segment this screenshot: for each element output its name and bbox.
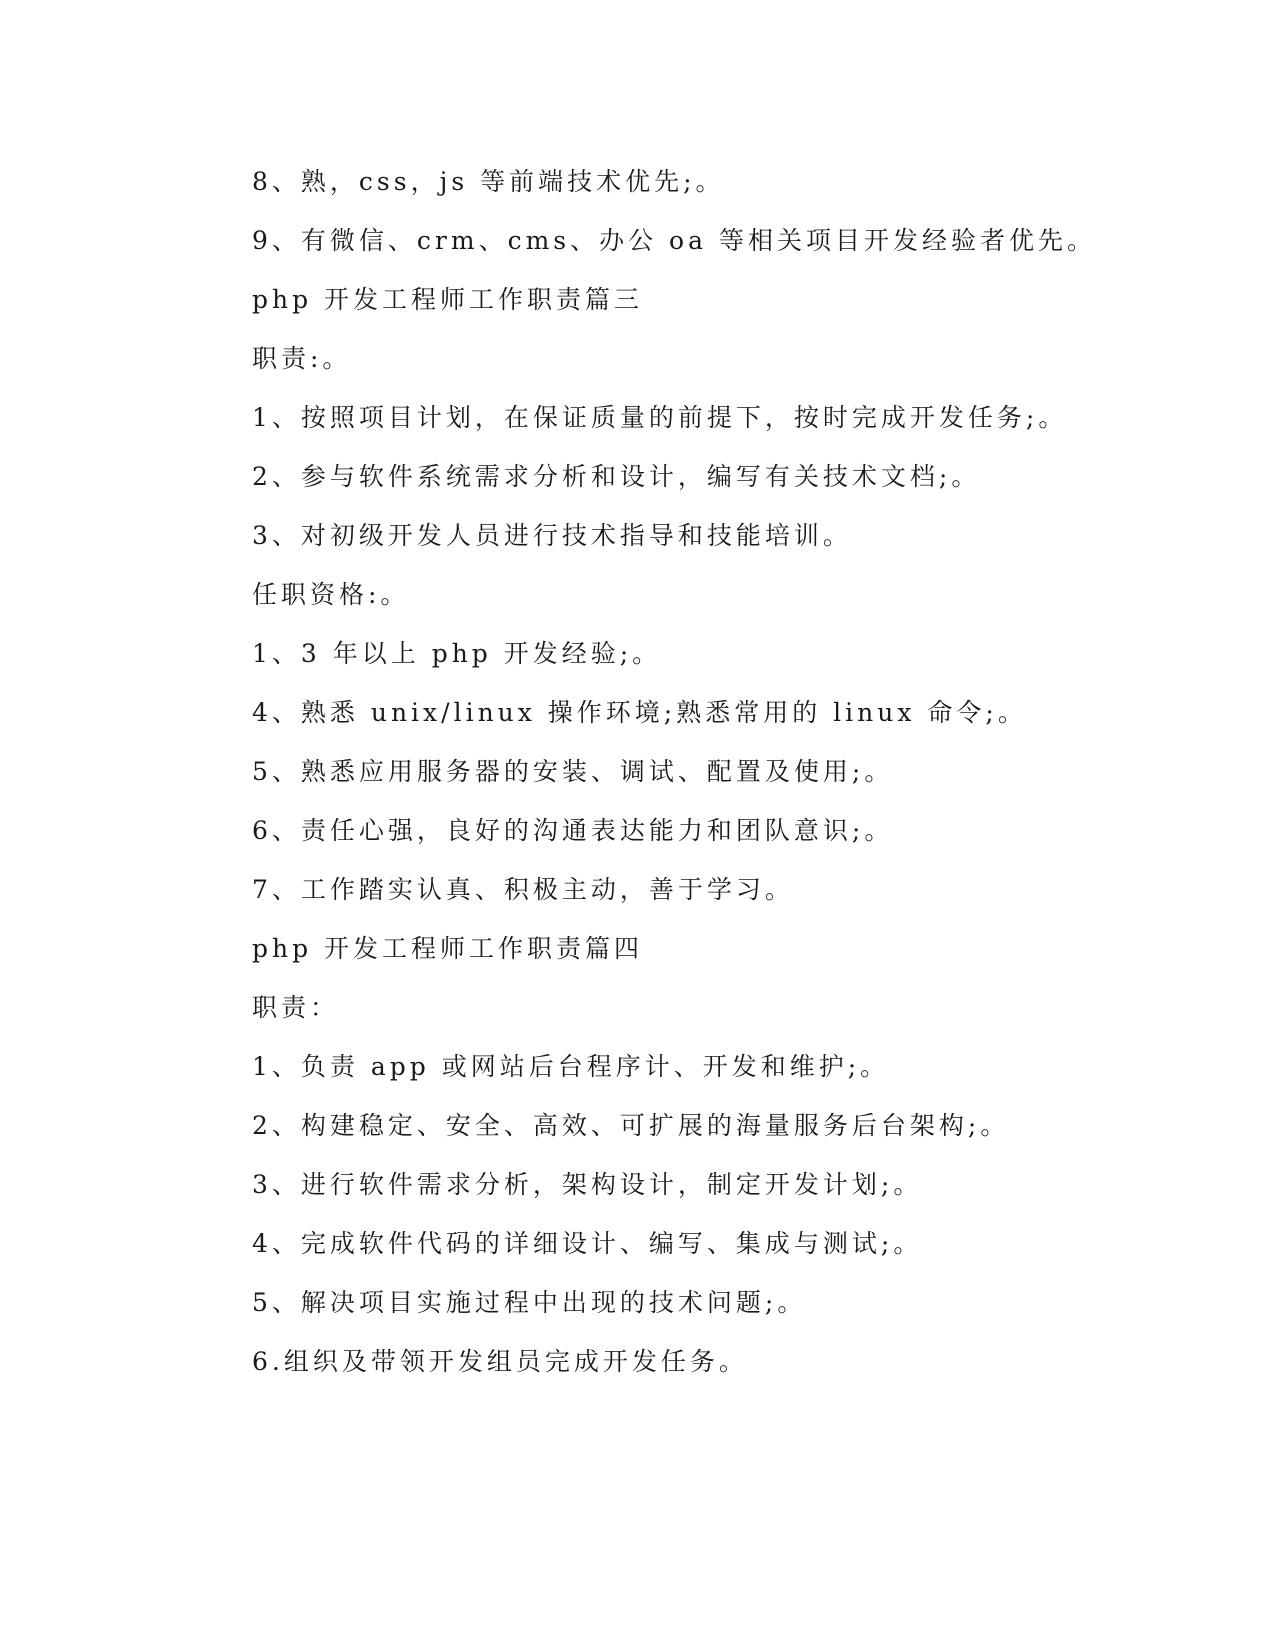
qualification-item-4: 4、熟悉 unix/linux 操作环境;熟悉常用的 linux 命令;。 xyxy=(252,698,1027,727)
duty-item-6b: 6.组织及带领开发组员完成开发任务。 xyxy=(252,1347,748,1376)
qualifications-label: 任职资格:。 xyxy=(252,580,410,609)
qualification-item-1: 1、3 年以上 php 开发经验;。 xyxy=(252,639,662,668)
duties-label: 职责:。 xyxy=(252,344,352,373)
qualification-item-5: 5、熟悉应用服务器的安装、调试、配置及使用;。 xyxy=(252,757,894,786)
qualification-item-7: 7、工作踏实认真、积极主动，善于学习。 xyxy=(252,875,794,904)
duty-item-5b: 5、解决项目实施过程中出现的技术问题;。 xyxy=(252,1288,807,1317)
section-heading-3: php 开发工程师工作职责篇三 xyxy=(252,285,644,314)
duties-label-2: 职责： xyxy=(252,993,340,1022)
duty-item-1: 1、按照项目计划，在保证质量的前提下，按时完成开发任务;。 xyxy=(252,403,1068,432)
qualification-item-6: 6、责任心强，良好的沟通表达能力和团队意识;。 xyxy=(252,816,894,845)
duty-item-2b: 2、构建稳定、安全、高效、可扩展的海量服务后台架构;。 xyxy=(252,1111,1010,1140)
document-body xyxy=(252,160,1192,1399)
list-item-9: 9、有微信、crm、cms、办公 oa 等相关项目开发经验者优先。 xyxy=(252,226,1096,255)
duty-item-1b: 1、负责 app 或网站后台程序计、开发和维护;。 xyxy=(252,1052,890,1081)
duty-item-3: 3、对初级开发人员进行技术指导和技能培训。 xyxy=(252,521,852,550)
section-heading-4: php 开发工程师工作职责篇四 xyxy=(252,934,644,963)
list-item-8: 8、熟，css，js 等前端技术优先;。 xyxy=(252,167,725,196)
duty-item-2: 2、参与软件系统需求分析和设计，编写有关技术文档;。 xyxy=(252,462,981,491)
duty-item-3b: 3、进行软件需求分析，架构设计，制定开发计划;。 xyxy=(252,1170,923,1199)
duty-item-4b: 4、完成软件代码的详细设计、编写、集成与测试;。 xyxy=(252,1229,923,1258)
